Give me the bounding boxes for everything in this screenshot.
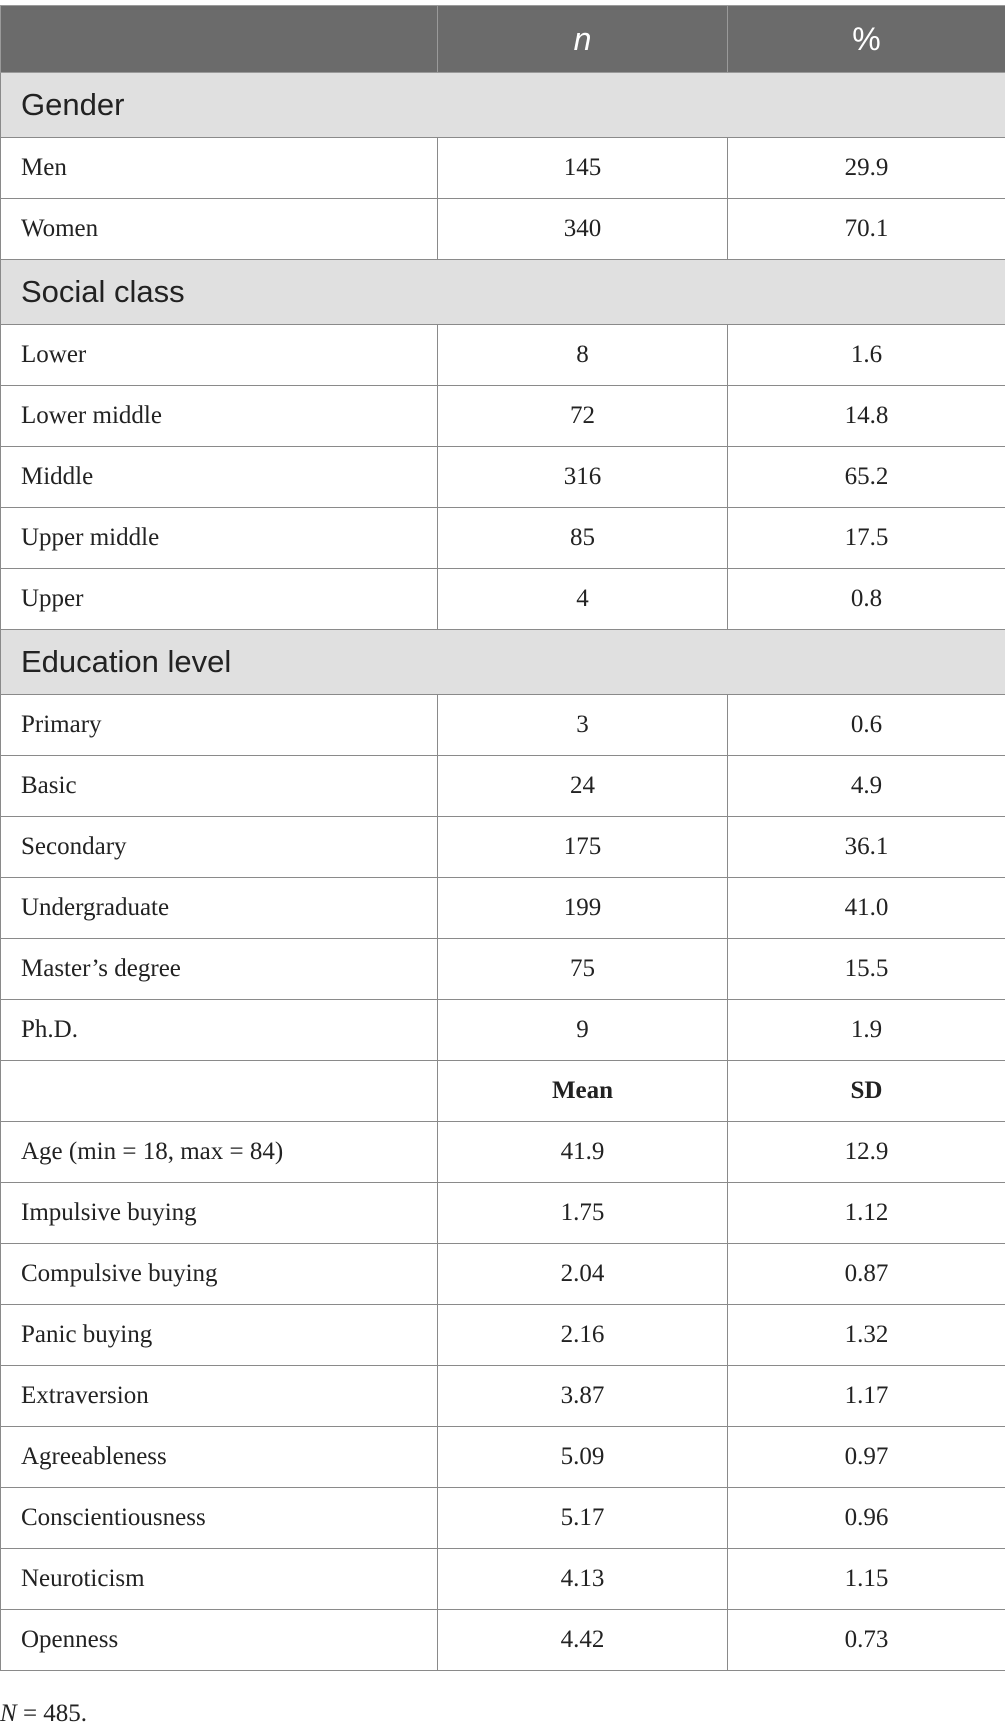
header-n-cell: n xyxy=(438,6,728,73)
row-n: 72 xyxy=(438,386,728,447)
stat-label: Conscientiousness xyxy=(1,1488,438,1549)
stat-label: Compulsive buying xyxy=(1,1244,438,1305)
row-label: Primary xyxy=(1,695,438,756)
stat-sd: 1.32 xyxy=(728,1305,1005,1366)
row-label: Upper middle xyxy=(1,508,438,569)
stat-label: Extraversion xyxy=(1,1366,438,1427)
stat-mean: 5.17 xyxy=(438,1488,728,1549)
table-row xyxy=(1,1000,1005,1061)
row-label: Ph.D. xyxy=(1,1000,438,1061)
table-row xyxy=(1,695,1005,756)
row-percent: 0.6 xyxy=(728,695,1005,756)
stat-label: Openness xyxy=(1,1610,438,1671)
section-title: Education level xyxy=(1,630,1005,695)
row-n: 3 xyxy=(438,695,728,756)
stat-sd: 0.97 xyxy=(728,1427,1005,1488)
row-percent: 65.2 xyxy=(728,447,1005,508)
header-label-cell xyxy=(1,6,438,73)
section-title: Gender xyxy=(1,73,1005,138)
stat-mean: 2.04 xyxy=(438,1244,728,1305)
stat-mean: 3.87 xyxy=(438,1366,728,1427)
stat-mean: 2.16 xyxy=(438,1305,728,1366)
table-row xyxy=(1,325,1005,386)
stat-sd: 0.87 xyxy=(728,1244,1005,1305)
row-label: Middle xyxy=(1,447,438,508)
stats-header-mean-cell: Mean xyxy=(438,1061,728,1122)
section-row-gender xyxy=(1,73,1005,138)
stat-sd: 0.73 xyxy=(728,1610,1005,1671)
row-n: 199 xyxy=(438,878,728,939)
table-row xyxy=(1,138,1005,199)
row-n: 85 xyxy=(438,508,728,569)
row-percent: 1.6 xyxy=(728,325,1005,386)
row-label: Master’s degree xyxy=(1,939,438,1000)
row-label: Basic xyxy=(1,756,438,817)
table-row xyxy=(1,1305,1005,1366)
stat-sd: 1.12 xyxy=(728,1183,1005,1244)
row-percent: 41.0 xyxy=(728,878,1005,939)
row-label: Upper xyxy=(1,569,438,630)
row-n: 24 xyxy=(438,756,728,817)
row-percent: 36.1 xyxy=(728,817,1005,878)
table-row xyxy=(1,878,1005,939)
stat-label: Impulsive buying xyxy=(1,1183,438,1244)
stat-mean: 41.9 xyxy=(438,1122,728,1183)
stats-header-row xyxy=(1,1061,1005,1122)
row-n: 340 xyxy=(438,199,728,260)
section-title: Social class xyxy=(1,260,1005,325)
table-body xyxy=(1,73,1005,1671)
section-row-social-class xyxy=(1,260,1005,325)
stat-label: Panic buying xyxy=(1,1305,438,1366)
stat-mean: 1.75 xyxy=(438,1183,728,1244)
row-label: Men xyxy=(1,138,438,199)
row-n: 8 xyxy=(438,325,728,386)
table-row xyxy=(1,1122,1005,1183)
row-percent: 17.5 xyxy=(728,508,1005,569)
stat-label: Neuroticism xyxy=(1,1549,438,1610)
table-row xyxy=(1,1366,1005,1427)
row-label: Women xyxy=(1,199,438,260)
table-row xyxy=(1,1427,1005,1488)
table-row xyxy=(1,386,1005,447)
stat-mean: 4.42 xyxy=(438,1610,728,1671)
table-row xyxy=(1,199,1005,260)
row-label: Lower xyxy=(1,325,438,386)
row-n: 145 xyxy=(438,138,728,199)
row-n: 4 xyxy=(438,569,728,630)
stats-header-label-cell xyxy=(1,1061,438,1122)
row-n: 316 xyxy=(438,447,728,508)
stat-sd: 1.17 xyxy=(728,1366,1005,1427)
table-row xyxy=(1,1244,1005,1305)
stat-sd: 0.96 xyxy=(728,1488,1005,1549)
stat-mean: 4.13 xyxy=(438,1549,728,1610)
row-label: Undergraduate xyxy=(1,878,438,939)
stat-mean: 5.09 xyxy=(438,1427,728,1488)
section-row-education-level xyxy=(1,630,1005,695)
table-row xyxy=(1,756,1005,817)
row-percent: 15.5 xyxy=(728,939,1005,1000)
table-row xyxy=(1,939,1005,1000)
table-row xyxy=(1,1183,1005,1244)
row-n: 75 xyxy=(438,939,728,1000)
footnote-symbol: N xyxy=(0,1700,17,1727)
table-row xyxy=(1,508,1005,569)
row-percent: 4.9 xyxy=(728,756,1005,817)
row-percent: 29.9 xyxy=(728,138,1005,199)
row-label: Lower middle xyxy=(1,386,438,447)
table-header-row xyxy=(1,6,1005,73)
row-percent: 1.9 xyxy=(728,1000,1005,1061)
table-row xyxy=(1,1488,1005,1549)
row-percent: 0.8 xyxy=(728,569,1005,630)
table-row xyxy=(1,569,1005,630)
stat-sd: 12.9 xyxy=(728,1122,1005,1183)
row-label: Secondary xyxy=(1,817,438,878)
row-percent: 70.1 xyxy=(728,199,1005,260)
stat-label: Age (min = 18, max = 84) xyxy=(1,1122,438,1183)
row-n: 175 xyxy=(438,817,728,878)
table-row xyxy=(1,817,1005,878)
footnote-text: = 485. xyxy=(16,1700,88,1727)
header-percent-cell: % xyxy=(728,6,1005,73)
stats-header-sd-cell: SD xyxy=(728,1061,1005,1122)
demographics-table-container xyxy=(0,5,1005,1671)
table-row xyxy=(1,1610,1005,1671)
table-row xyxy=(1,1549,1005,1610)
stat-sd: 1.15 xyxy=(728,1549,1005,1610)
table-footnote xyxy=(0,1700,87,1728)
row-percent: 14.8 xyxy=(728,386,1005,447)
stat-label: Agreeableness xyxy=(1,1427,438,1488)
demographics-table xyxy=(0,5,1005,1671)
row-n: 9 xyxy=(438,1000,728,1061)
table-row xyxy=(1,447,1005,508)
